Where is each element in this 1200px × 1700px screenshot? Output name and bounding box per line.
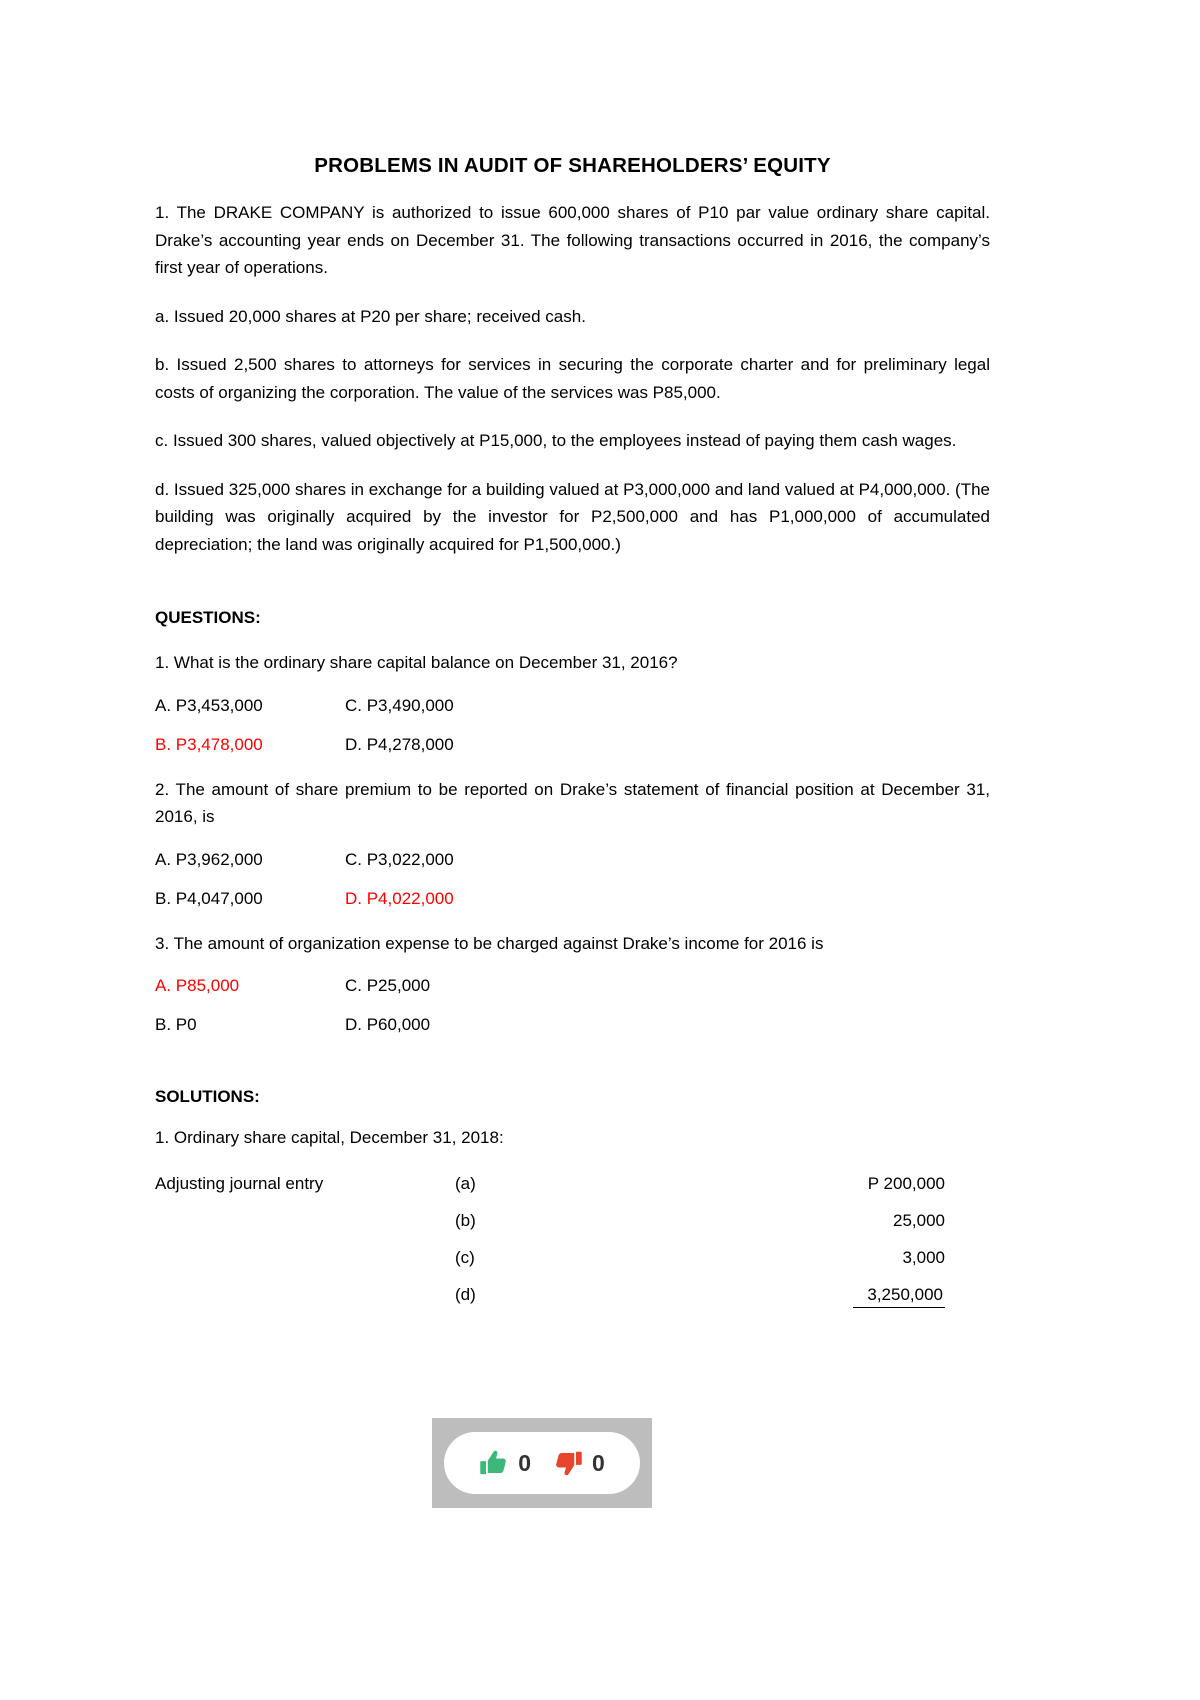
question-3-option-c[interactable]: C. P25,000 — [345, 976, 431, 996]
question-2-option-c[interactable]: C. P3,022,000 — [345, 849, 454, 869]
question-3-options-row-2 — [155, 1015, 990, 1035]
question-2-option-b[interactable]: B. P4,047,000 — [155, 888, 263, 908]
page-title: PROBLEMS IN AUDIT OF SHAREHOLDERS’ EQUITY — [314, 154, 831, 177]
table-row — [155, 1203, 945, 1240]
solution-row-ref: (b) — [455, 1211, 476, 1231]
question-2-option-a[interactable]: A. P3,962,000 — [155, 849, 263, 869]
solution-row-label — [155, 1277, 455, 1317]
upvote-count: 0 — [518, 1449, 531, 1476]
table-row — [155, 1166, 945, 1203]
vote-pill — [444, 1432, 640, 1494]
question-1-option-a[interactable]: A. P3,453,000 — [155, 695, 263, 715]
solution-row-amount: 3,000 — [902, 1248, 945, 1268]
question-1-option-d[interactable]: D. P4,278,000 — [345, 734, 454, 754]
vote-widget — [432, 1418, 652, 1508]
solutions-heading: SOLUTIONS: — [155, 1087, 260, 1107]
solution-row-ref: (c) — [455, 1248, 475, 1268]
question-3-option-a[interactable]: A. P85,000 — [155, 976, 240, 996]
thumbs-down-icon — [553, 1448, 583, 1478]
problem-item-a: a. Issued 20,000 shares at P20 per share; received cash. — [155, 306, 586, 326]
question-3-option-b[interactable]: B. P0 — [155, 1015, 197, 1035]
question-3-option-d[interactable]: D. P60,000 — [345, 1015, 431, 1035]
question-1-options-row-1 — [155, 696, 990, 716]
thumbs-up-icon — [479, 1448, 509, 1478]
solution-row-amount: 25,000 — [893, 1211, 945, 1231]
solution-row-ref: (d) — [455, 1285, 476, 1305]
solution-total-value: 3,250,000 — [853, 1285, 945, 1308]
problem-intro-paragraph: 1. The DRAKE COMPANY is authorized to issue 600,000 shares of P10 par value ordinary share capital. Drake’s accounting year ends on December 31. The following transactions occurred in 2016, the company’s first year of operations. — [155, 203, 990, 278]
solution-1-line: 1. Ordinary share capital, December 31, 2018: — [155, 1128, 504, 1148]
problem-item-c: c. Issued 300 shares, valued objectively at P15,000, to the employees instead of paying them cash wages. — [155, 431, 957, 451]
question-3-text: 3. The amount of organization expense to be charged against Drake’s income for 2016 is — [155, 933, 824, 953]
question-1-option-b[interactable]: B. P3,478,000 — [155, 734, 263, 754]
solution-1-table — [155, 1166, 945, 1317]
solution-row-amount-total — [685, 1277, 945, 1317]
upvote-button[interactable] — [479, 1448, 531, 1478]
question-2-options-row-2 — [155, 889, 990, 909]
problem-item-b: b. Issued 2,500 shares to attorneys for services in securing the corporate charter and for preliminary legal costs of organizing the corporation. The value of the services was P85,000. — [155, 355, 990, 402]
downvote-button[interactable] — [553, 1448, 605, 1478]
question-1-option-c[interactable]: C. P3,490,000 — [345, 695, 454, 715]
solution-row-label — [155, 1203, 455, 1240]
question-1-options-row-2 — [155, 735, 990, 755]
question-2-text: 2. The amount of share premium to be reported on Drake’s statement of financial position at December 31, 2016, is — [155, 779, 990, 827]
table-row — [155, 1277, 945, 1317]
document-content — [155, 140, 990, 1317]
question-3-options-row-1 — [155, 976, 990, 996]
solution-row-label: Adjusting journal entry — [155, 1174, 324, 1194]
question-1-text: 1. What is the ordinary share capital balance on December 31, 2016? — [155, 653, 678, 673]
questions-heading: QUESTIONS: — [155, 608, 261, 628]
question-2-option-d[interactable]: D. P4,022,000 — [345, 888, 454, 908]
solution-row-ref: (a) — [455, 1174, 476, 1194]
question-2-options-row-1 — [155, 850, 990, 870]
problem-item-d: d. Issued 325,000 shares in exchange for a building valued at P3,000,000 and land valued at P4,000,000. (The building was originally acquired by the investor for P2,500,000 and has P1,000,000 of accumulated depreciation; the land was originally acquired for P1,500,000.) — [155, 479, 990, 554]
solution-row-amount: P 200,000 — [867, 1174, 945, 1194]
downvote-count: 0 — [592, 1449, 605, 1476]
table-row — [155, 1240, 945, 1277]
solution-row-label — [155, 1240, 455, 1277]
